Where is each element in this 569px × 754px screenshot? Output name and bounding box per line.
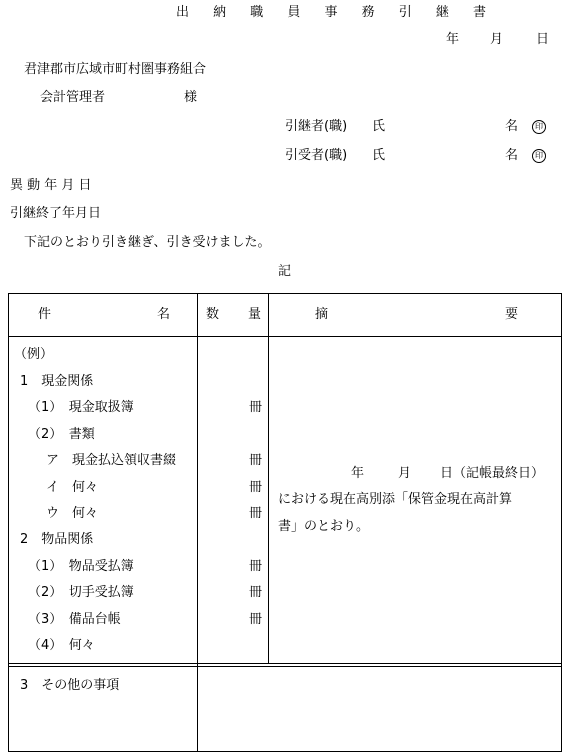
other-matters-label: 3 その他の事項 xyxy=(20,678,120,693)
table-border-bottom xyxy=(8,751,562,752)
list-item: （2） 切手受払簿 xyxy=(28,585,134,600)
statement: 下記のとおり引き継ぎ、引き受けました。 xyxy=(24,235,271,250)
list-item: （4） 何々 xyxy=(28,638,95,653)
remarks-year: 年 xyxy=(351,466,365,481)
qty-unit: 冊 xyxy=(249,612,263,627)
table-col-divider-2 xyxy=(268,293,269,664)
remarks-month: 月 xyxy=(398,466,412,481)
qty-unit: 冊 xyxy=(249,480,263,495)
list-item: （2） 書類 xyxy=(28,427,95,442)
date-month: 月 xyxy=(490,32,504,47)
recipient-honorific: 様 xyxy=(184,90,198,105)
list-item: 2 物品関係 xyxy=(20,532,94,547)
handover-end-label: 引継終了年月日 xyxy=(10,206,102,221)
qty-unit: 冊 xyxy=(249,400,263,415)
date-day: 日 xyxy=(536,32,550,47)
header-qty-2: 量 xyxy=(248,307,262,322)
header-item-1: 件 xyxy=(38,307,52,322)
table-border-top xyxy=(8,293,562,294)
header-item-2: 名 xyxy=(157,307,171,322)
list-item: ウ 何々 xyxy=(46,506,99,521)
date-year: 年 xyxy=(446,32,460,47)
list-item: ア 現金払込領収書綴 xyxy=(46,453,177,468)
list-item: （1） 物品受払簿 xyxy=(28,559,134,574)
table-col-divider-1 xyxy=(197,293,198,752)
table-section-divider xyxy=(8,663,562,664)
transferor-shi: 氏 xyxy=(372,119,386,134)
table-header-divider xyxy=(8,336,562,337)
recipient-title: 会計管理者 xyxy=(40,90,106,105)
qty-unit: 冊 xyxy=(249,506,263,521)
table-border-right xyxy=(561,293,562,752)
list-item: イ 何々 xyxy=(46,480,99,495)
header-qty-1: 数 xyxy=(206,307,220,322)
transfer-date-label: 異 動 年 月 日 xyxy=(10,178,92,193)
transferor-seal-icon: 印 xyxy=(532,119,546,135)
qty-unit: 冊 xyxy=(249,453,263,468)
transferee-label: 引受者(職) xyxy=(285,148,348,163)
transferor-label: 引継者(職) xyxy=(285,119,348,134)
recipient-org: 君津郡市広域市町村圏事務組合 xyxy=(24,62,207,77)
transferee-shi: 氏 xyxy=(372,148,386,163)
qty-unit: 冊 xyxy=(249,559,263,574)
table-border-left xyxy=(8,293,9,752)
table-section-divider-2 xyxy=(8,666,562,667)
list-item: （3） 備品台帳 xyxy=(28,612,121,627)
qty-unit: 冊 xyxy=(249,585,263,600)
remarks-day-note: 日（記帳最終日） xyxy=(440,466,545,481)
remarks-line-2: における現在高別添「保管金現在高計算 xyxy=(278,492,513,507)
transferee-seal-icon: 印 xyxy=(532,148,546,164)
ki-heading: 記 xyxy=(278,264,292,279)
transferor-mei: 名 xyxy=(505,119,519,134)
list-item: （例） xyxy=(14,347,54,362)
remarks-line-3: 書」のとおり。 xyxy=(278,519,370,534)
list-item: 1 現金関係 xyxy=(20,374,94,389)
header-remarks-1: 摘 xyxy=(315,307,329,322)
page-title: 出 納 職 員 事 務 引 継 書 xyxy=(176,5,497,20)
transferee-mei: 名 xyxy=(505,148,519,163)
list-item: （1） 現金取扱簿 xyxy=(28,400,134,415)
header-remarks-2: 要 xyxy=(505,307,519,322)
